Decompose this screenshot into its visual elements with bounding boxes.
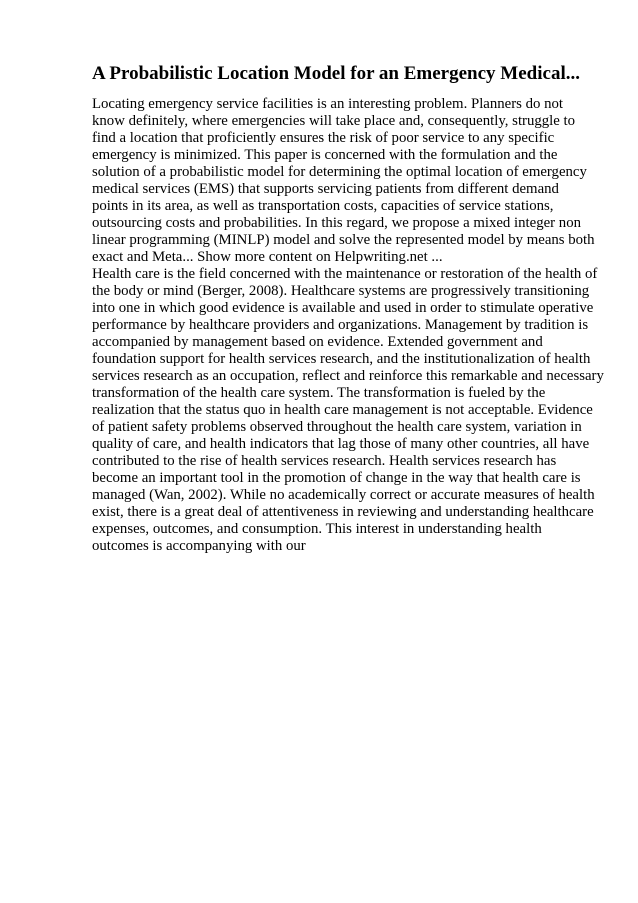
- text-line: performance by healthcare providers and organizations. Management by tradition is: [92, 317, 589, 333]
- text-line: into one in which good evidence is available and used in order to stimulate operative: [92, 300, 594, 316]
- paragraph-abstract: [92, 96, 612, 266]
- text-line: medical services (EMS) that supports servicing patients from different demand: [92, 181, 559, 197]
- text-line: realization that the status quo in health care management is not acceptable. Evidence: [92, 402, 593, 418]
- text-line: contributed to the rise of health services research. Health services research has: [92, 453, 557, 469]
- text-line: become an important tool in the promotion of change in the way that health care is: [92, 470, 581, 486]
- document-title: A Probabilistic Location Model for an Emergency Medical...: [92, 63, 580, 84]
- text-line: Health care is the field concerned with the maintenance or restoration of the health of: [92, 266, 598, 282]
- text-line: Locating emergency service facilities is an interesting problem. Planners do not: [92, 96, 564, 112]
- paragraph-health-care: [92, 266, 612, 555]
- text-line: emergency is minimized. This paper is concerned with the formulation and the: [92, 147, 558, 163]
- text-line: of patient safety problems observed throughout the health care system, variation in: [92, 419, 582, 435]
- text-line: the body or mind (Berger, 2008). Healthcare systems are progressively transitioning: [92, 283, 590, 299]
- document-body: [92, 96, 612, 555]
- text-line: expenses, outcomes, and consumption. This interest in understanding health: [92, 521, 542, 537]
- text-line: know definitely, where emergencies will take place and, consequently, struggle to: [92, 113, 576, 129]
- text-line: exist, there is a great deal of attentiveness in reviewing and understanding healthcare: [92, 504, 594, 520]
- text-line: find a location that proficiently ensures the risk of poor service to any specific: [92, 130, 555, 146]
- text-line: services research as an occupation, reflect and reinforce this remarkable and necessary: [92, 368, 604, 384]
- text-line: points in its area, as well as transportation costs, capacities of service stations,: [92, 198, 554, 214]
- text-line: transformation of the health care system. The transformation is fueled by the: [92, 385, 546, 401]
- text-line: outsourcing costs and probabilities. In this regard, we propose a mixed integer non: [92, 215, 582, 231]
- text-line: outcomes is accompanying with our: [92, 538, 306, 554]
- text-line: linear programming (MINLP) model and solve the represented model by means both: [92, 232, 595, 248]
- text-line: foundation support for health services research, and the institutionalization of health: [92, 351, 591, 367]
- text-line: quality of care, and health indicators that lag those of many other countries, all have: [92, 436, 590, 452]
- text-line: solution of a probabilistic model for determining the optimal location of emergency: [92, 164, 587, 180]
- text-line: managed (Wan, 2002). While no academically correct or accurate measures of health: [92, 487, 595, 503]
- text-line: exact and Meta... Show more content on Helpwriting.net ...: [92, 249, 443, 265]
- text-line: accompanied by management based on evidence. Extended government and: [92, 334, 543, 350]
